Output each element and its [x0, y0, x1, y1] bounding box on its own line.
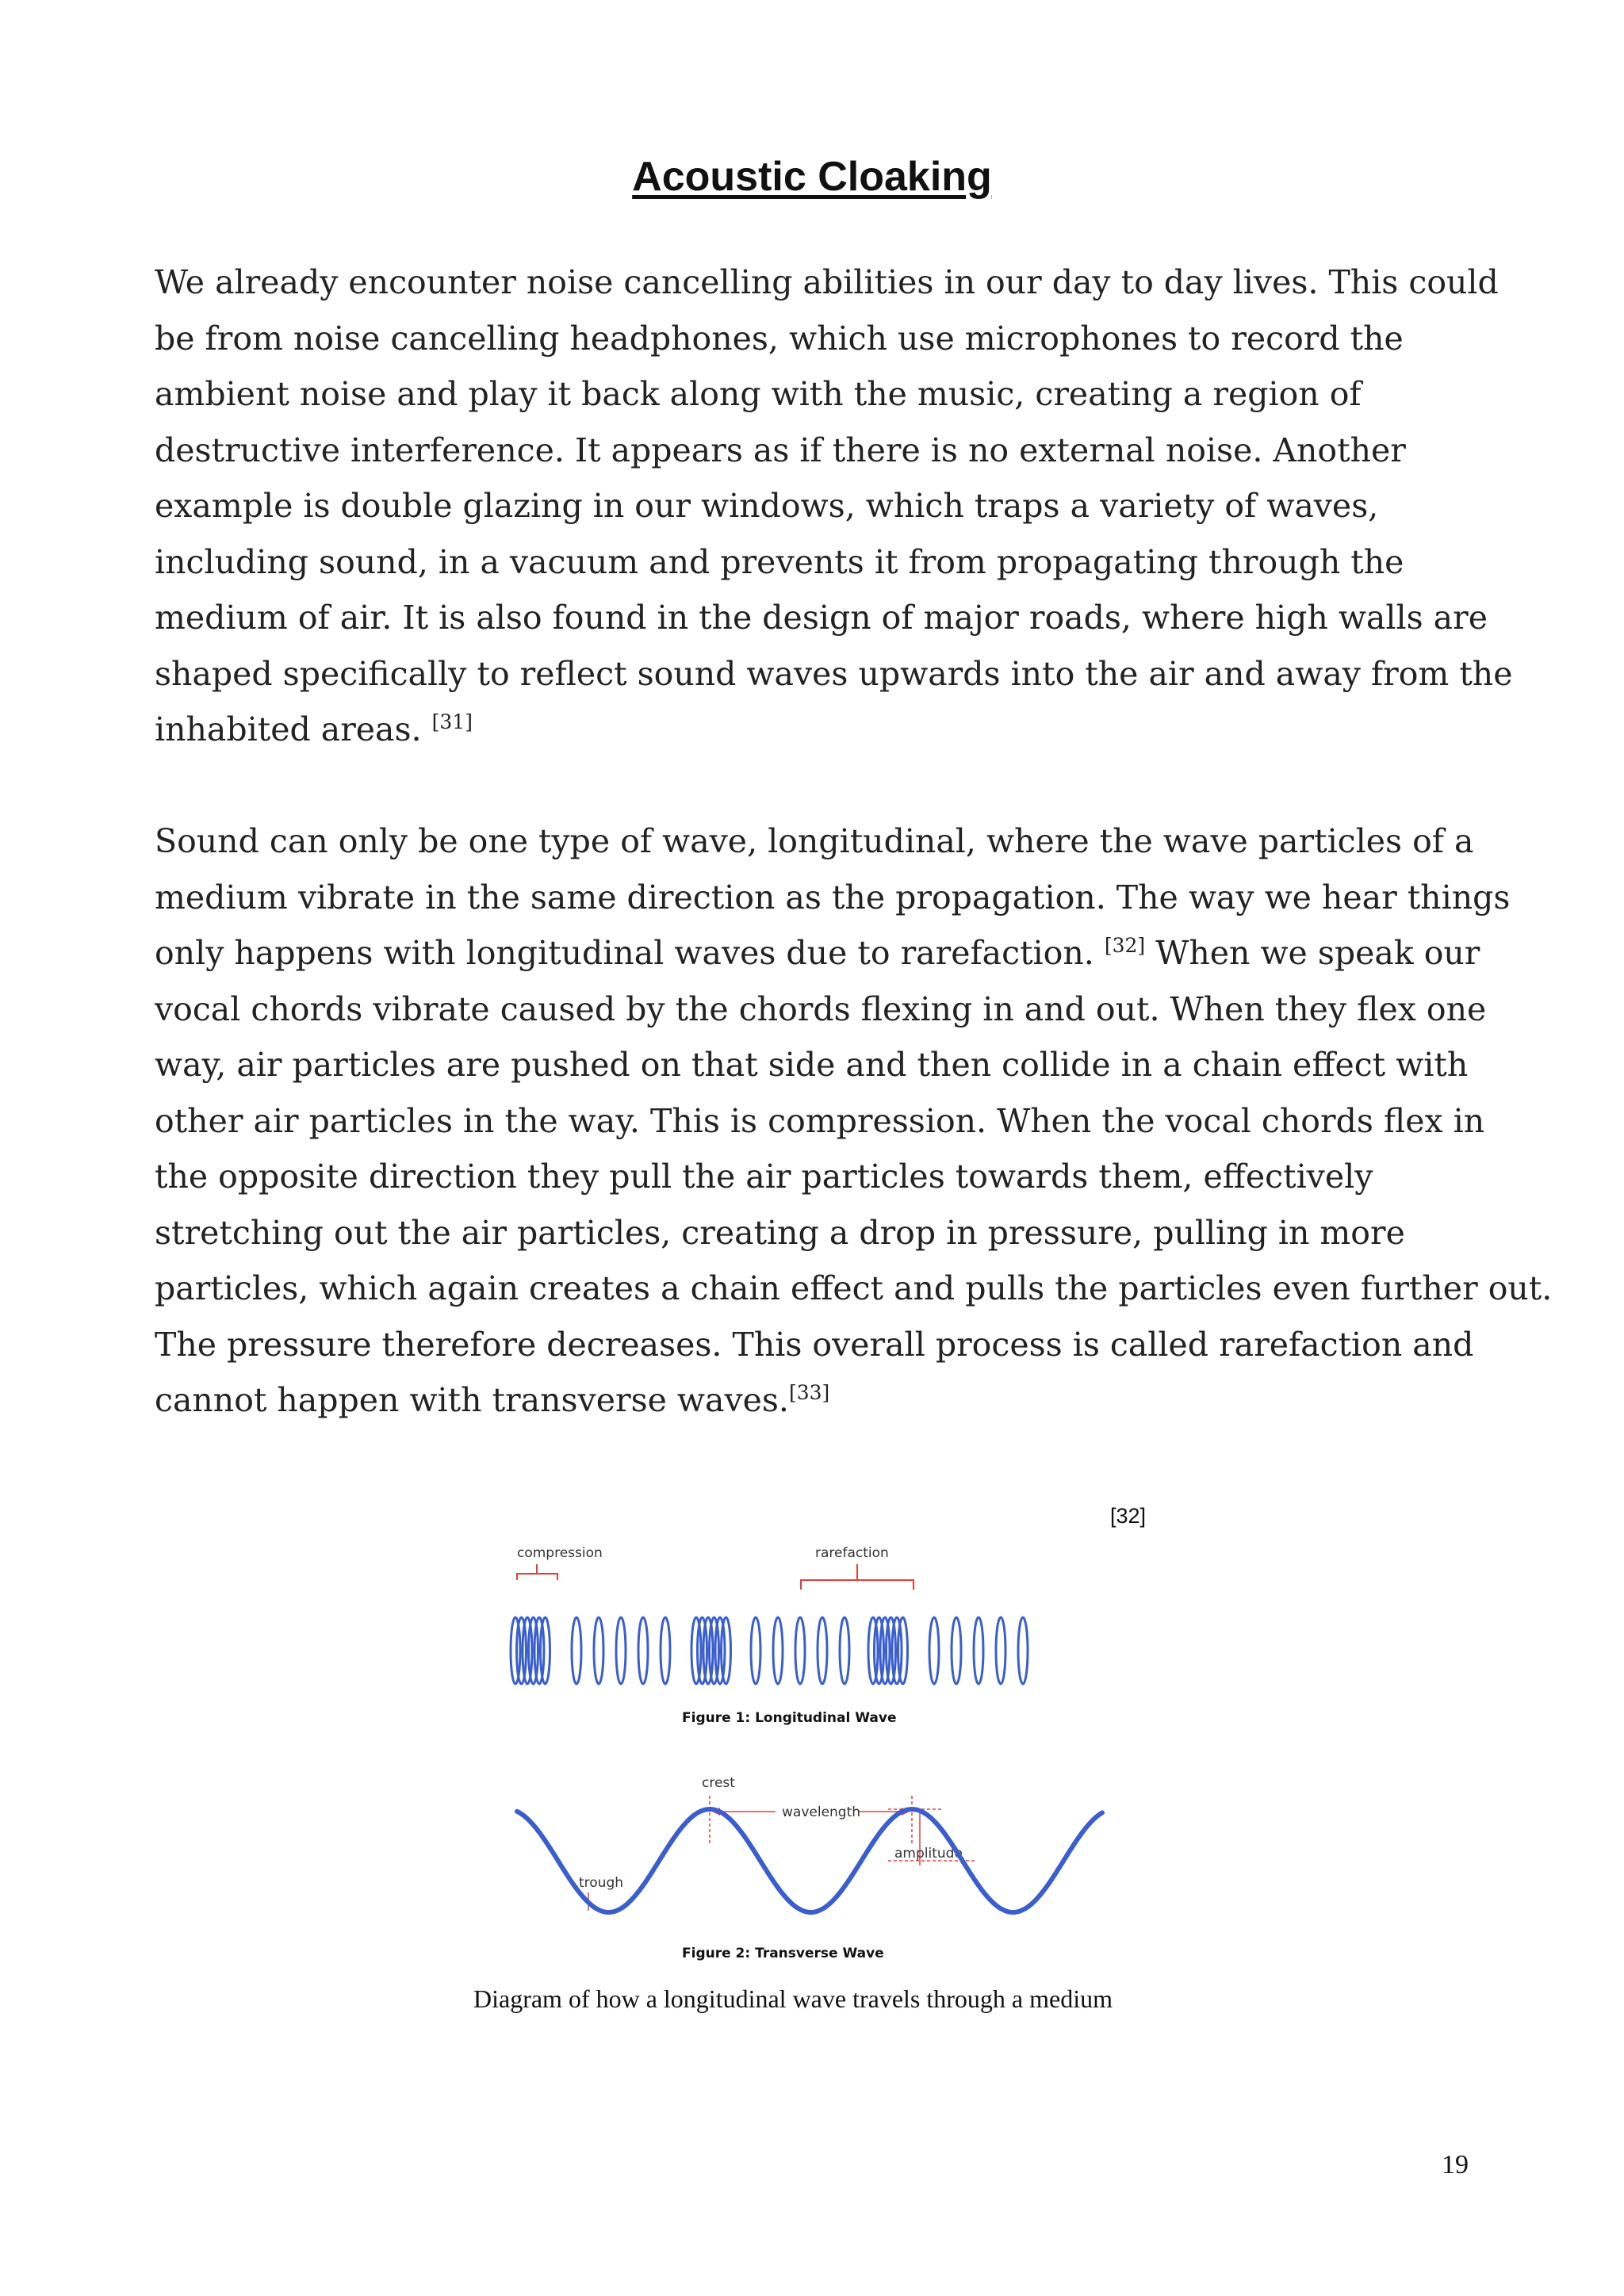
- longitudinal-wave-diagram: [511, 1545, 1028, 1726]
- paragraph-line: destructive interference. It appears as if there is no external noise. Another: [155, 430, 1406, 469]
- paragraph-line: example is double glazing in our windows, which traps a variety of waves,: [155, 487, 1379, 525]
- figure-citation-ref: [32]: [1110, 1504, 1147, 1528]
- rarefaction-label: rarefaction: [815, 1545, 889, 1561]
- paragraph-line: shaped specifically to reflect sound waves upwards into the air and away from the: [155, 654, 1513, 693]
- amplitude-label: amplitude: [894, 1846, 963, 1862]
- paragraph-line: be from noise cancelling headphones, which use microphones to record the: [155, 319, 1404, 358]
- citation-ref: [32]: [1104, 934, 1146, 957]
- paragraph-line-text: only happens with longitudinal waves due to rarefaction.: [155, 934, 1094, 972]
- coil-ring: [974, 1617, 983, 1684]
- paragraph-line: including sound, in a vacuum and prevents it from propagating through the: [155, 542, 1404, 581]
- coil-ring: [1018, 1617, 1028, 1684]
- paragraph-line: other air particles in the way. This is compression. When the vocal chords flex in: [155, 1101, 1485, 1140]
- paragraph-line: We already encounter noise cancelling abilities in our day to day lives. This could: [155, 263, 1499, 301]
- coil-ring: [996, 1617, 1005, 1684]
- trough-label: trough: [579, 1875, 624, 1891]
- paragraph-line: medium vibrate in the same direction as the propagation. The way we hear things: [155, 878, 1511, 916]
- figure-caption: Diagram of how a longitudinal wave travels through a medium: [473, 1984, 1113, 2013]
- coil-ring: [572, 1617, 581, 1684]
- paragraph-line: [155, 702, 1487, 758]
- paragraph-line: The pressure therefore decreases. This overall process is called rarefaction and: [155, 1325, 1474, 1364]
- figure-2-title: Figure 2: Transverse Wave: [682, 1946, 884, 1961]
- page-title: Acoustic Cloaking: [632, 154, 992, 200]
- coil-ring: [638, 1617, 648, 1684]
- paragraph-line: vocal chords vibrate caused by the chords flexing in and out. When they flex one: [155, 989, 1487, 1028]
- wavelength-label: wavelength: [782, 1804, 861, 1820]
- paragraph-line: medium of air. It is also found in the design of major roads, where high walls are: [155, 599, 1488, 637]
- coil-ring: [773, 1617, 783, 1684]
- paragraph-line-text: When we speak our: [1155, 934, 1480, 972]
- page-number: 19: [1442, 2150, 1469, 2179]
- paragraph-line-text: cannot happen with transverse waves.: [155, 1381, 789, 1419]
- coil-ring: [616, 1617, 626, 1684]
- figure-1-title: Figure 1: Longitudinal Wave: [682, 1710, 897, 1726]
- coil-ring: [594, 1617, 603, 1684]
- paragraph-line: ambient noise and play it back along with the music, creating a region of: [155, 375, 1362, 413]
- coil-ring: [952, 1617, 961, 1684]
- compression-bracket: [517, 1564, 557, 1580]
- longitudinal-coils: [511, 1617, 1028, 1684]
- paragraph-line: stretching out the air particles, creating a drop in pressure, pulling in more: [155, 1213, 1405, 1252]
- coil-ring: [818, 1617, 827, 1684]
- paragraph-line: way, air particles are pushed on that side and then collide in a chain effect with: [155, 1046, 1469, 1084]
- transverse-wave-line: [517, 1809, 1102, 1912]
- rarefaction-bracket: [801, 1564, 914, 1590]
- paragraph-sound-waves: [155, 813, 1553, 1429]
- paragraph-line: the opposite direction they pull the air particles towards them, effectively: [155, 1158, 1373, 1196]
- citation-ref: [31]: [431, 710, 473, 733]
- coil-ring: [751, 1617, 760, 1684]
- coil-ring: [929, 1617, 939, 1684]
- paragraph-line: [155, 1372, 1487, 1429]
- citation-ref: [33]: [788, 1381, 830, 1404]
- compression-label: compression: [517, 1545, 603, 1561]
- paragraph-noise-cancelling: [155, 254, 1513, 758]
- paragraph-line-text: inhabited areas.: [155, 710, 422, 748]
- coil-ring: [795, 1617, 805, 1684]
- paragraph-line: Sound can only be one type of wave, longitudinal, where the wave particles of a: [155, 822, 1474, 860]
- wave-diagram-figure: [500, 1534, 1118, 1966]
- paragraph-line: particles, which again creates a chain effect and pulls the particles even further out.: [155, 1269, 1553, 1307]
- coil-ring: [661, 1617, 670, 1684]
- annotation-brackets: [517, 1564, 914, 1590]
- crest-label: crest: [702, 1775, 735, 1791]
- transverse-wave-diagram: [517, 1775, 1102, 1961]
- paragraph-line: [155, 925, 1487, 982]
- coil-ring: [840, 1617, 849, 1684]
